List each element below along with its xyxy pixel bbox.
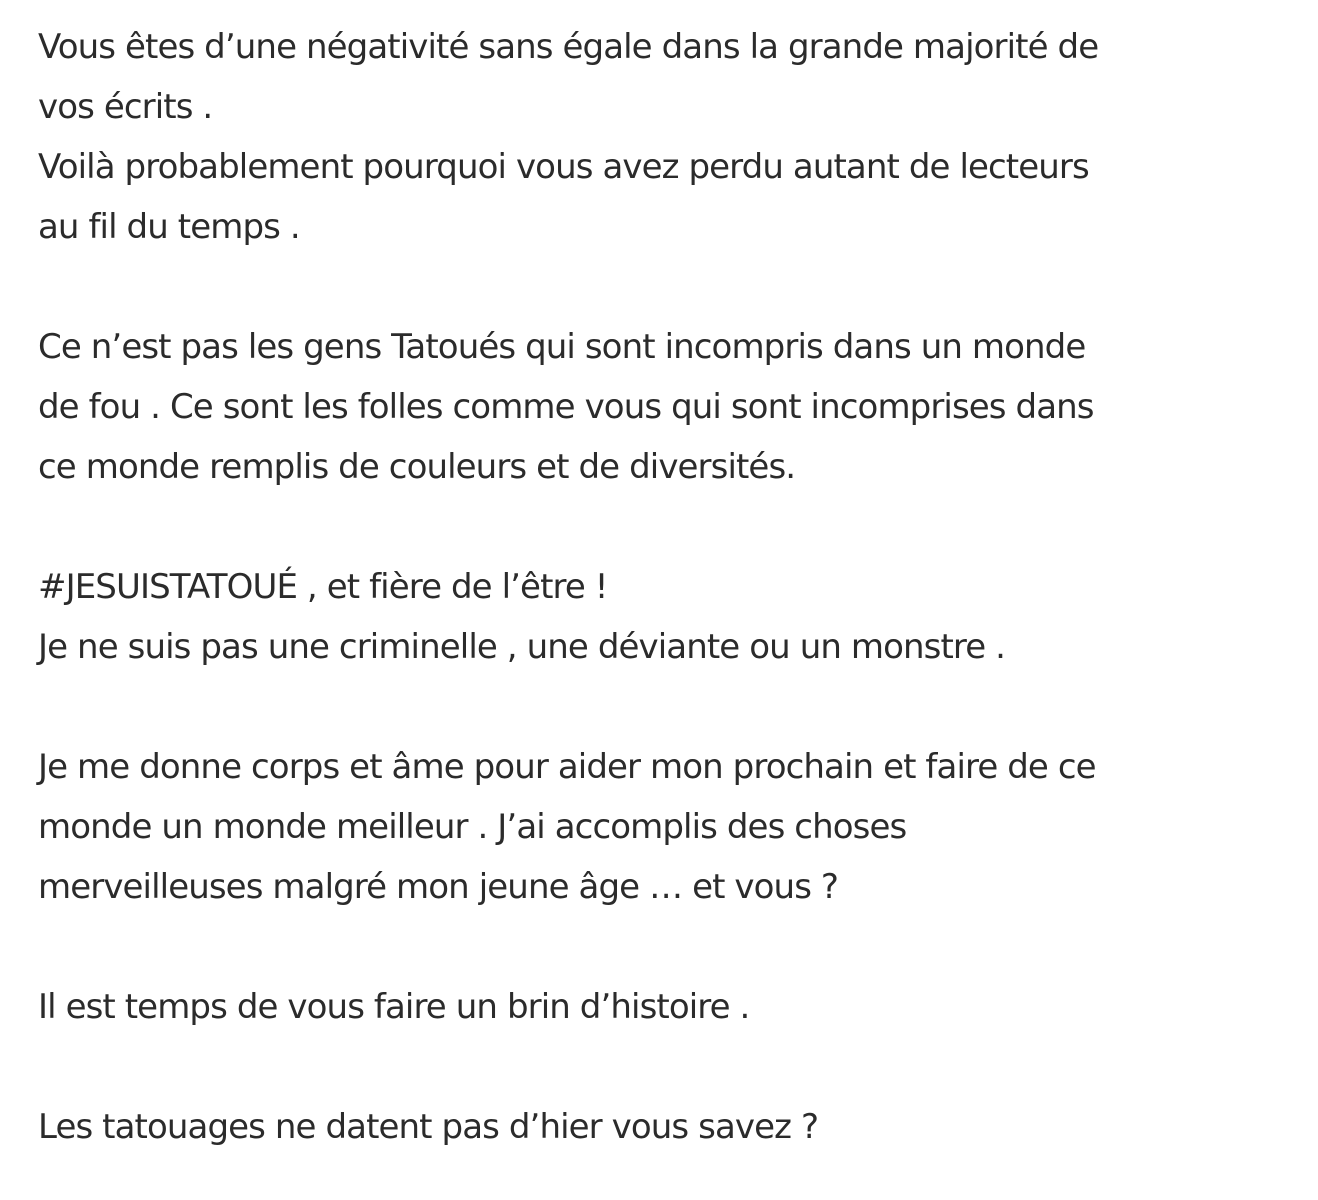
article-body — [38, 17, 1278, 1157]
paragraph-spacer — [38, 917, 1278, 977]
paragraph-3 — [38, 557, 1278, 677]
text-line: vos écrits . — [38, 87, 213, 127]
text-line: de fou . Ce sont les folles comme vous qui sont incomprises dans — [38, 387, 1094, 427]
paragraph-spacer — [38, 257, 1278, 317]
text-line: Les tatouages ne datent pas d’hier vous savez ? — [38, 1107, 819, 1147]
paragraph-spacer — [38, 677, 1278, 737]
paragraph-1 — [38, 17, 1278, 257]
text-line: merveilleuses malgré mon jeune âge … et vous ? — [38, 867, 839, 907]
paragraph-spacer — [38, 1037, 1278, 1097]
text-line: au fil du temps . — [38, 207, 300, 247]
text-line: Vous êtes d’une négativité sans égale dans la grande majorité de — [38, 27, 1099, 67]
paragraph-5 — [38, 977, 1278, 1037]
text-line: ce monde remplis de couleurs et de diversités. — [38, 447, 796, 487]
paragraph-2 — [38, 317, 1278, 497]
paragraph-4 — [38, 737, 1278, 917]
paragraph-6 — [38, 1097, 1278, 1157]
text-line: Ce n’est pas les gens Tatoués qui sont incompris dans un monde — [38, 327, 1086, 367]
text-line: #JESUISTATOUÉ , et fière de l’être ! — [38, 567, 608, 607]
paragraph-spacer — [38, 497, 1278, 557]
text-line: Je ne suis pas une criminelle , une déviante ou un monstre . — [38, 627, 1006, 667]
text-line: Voilà probablement pourquoi vous avez perdu autant de lecteurs — [38, 147, 1089, 187]
text-line: Je me donne corps et âme pour aider mon prochain et faire de ce — [38, 747, 1096, 787]
text-line: monde un monde meilleur . J’ai accomplis des choses — [38, 807, 907, 847]
text-line: Il est temps de vous faire un brin d’histoire . — [38, 987, 750, 1027]
